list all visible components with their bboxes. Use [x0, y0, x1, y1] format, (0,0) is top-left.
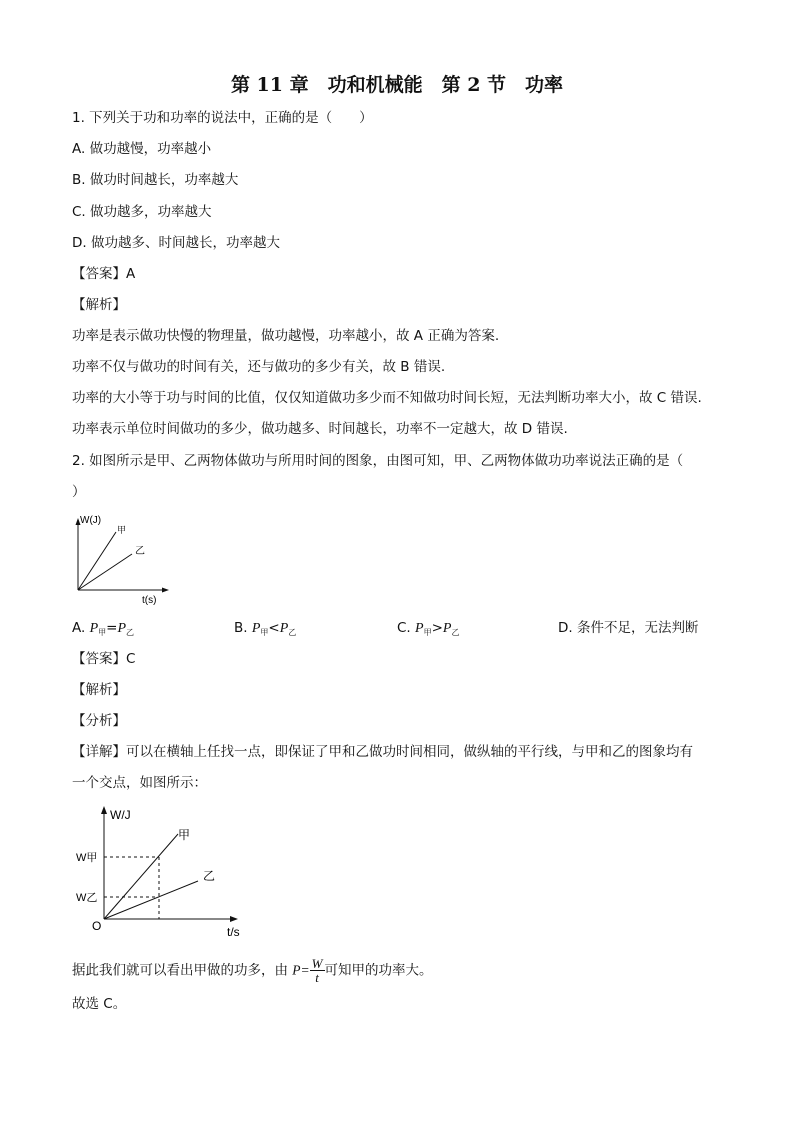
q1-option-d: D. 做功越多、时间越长，功率越大 — [72, 235, 280, 251]
q1-option-b: B. 做功时间越长，功率越大 — [72, 172, 239, 188]
line-jia — [78, 532, 116, 590]
q2-answer: 【答案】C — [72, 651, 136, 667]
w-jia-label: W甲 — [76, 852, 98, 864]
q2-graph-large — [72, 800, 252, 940]
w-yi-label: W乙 — [76, 892, 98, 904]
q2-final: 故选 C。 — [72, 996, 127, 1012]
q1-answer: 【答案】A — [72, 266, 136, 282]
y-axis-label: W(J) — [80, 515, 102, 526]
q1-option-c: C. 做功越多，功率越大 — [72, 204, 212, 220]
line-yi — [78, 554, 132, 590]
q1-explanation-line: 功率的大小等于功与时间的比值，仅仅知道做功多少而不知做功时间长短，无法判断功率大小，故 C 错误. — [72, 390, 702, 406]
q2-detail-line2: 一个交点，如图所示： — [72, 775, 207, 791]
q2-option-d: D. 条件不足，无法判断 — [558, 620, 699, 636]
line-jia — [104, 834, 178, 919]
line-jia-label: 甲 — [178, 828, 191, 842]
q2-analysis-label: 【解析】 — [72, 682, 126, 698]
q2-option-b: B. $P_甲<P_乙$ — [234, 620, 297, 637]
q2-stem-line2: ） — [72, 484, 86, 500]
page-title: 第 11 章 功和机械能 第 2 节 功率 — [230, 74, 564, 96]
formula-fraction: $\frac{W}{t}$ — [311, 956, 323, 985]
q2-analysis-head: 【分析】 — [72, 713, 126, 729]
q2-option-c: C. $P_甲>P_乙$ — [397, 620, 460, 637]
x-axis-arrow — [230, 916, 238, 922]
x-axis-label: t/s — [227, 925, 240, 939]
q2-stem-line1: 2. 如图所示是甲、乙两物体做功与所用时间的图象，由图可知，甲、乙两物体做功功率说法正确的是（ — [72, 453, 684, 469]
x-axis-arrow — [162, 588, 169, 593]
y-axis-label: W/J — [110, 808, 131, 822]
q2-option-a: A. $P_甲=P_乙$ — [72, 620, 135, 637]
q1-explanation-line: 功率表示单位时间做功的多少，做功越多、时间越长，功率不一定越大，故 D 错误. — [72, 421, 568, 437]
line-jia-label: 甲 — [117, 525, 127, 535]
q2-detail-line1: 【详解】可以在横轴上任找一点，即保证了甲和乙做功时间相同，做纵轴的平行线，与甲和乙的图象均有 — [72, 744, 693, 760]
q1-analysis-label: 【解析】 — [72, 297, 126, 313]
line-yi-label: 乙 — [203, 869, 216, 883]
q2-graph-small — [70, 510, 180, 610]
line-yi — [104, 881, 198, 919]
origin-label: O — [92, 919, 102, 933]
x-axis-label: t(s) — [142, 595, 157, 606]
line-yi-label: 乙 — [135, 546, 145, 557]
q1-explanation-line: 功率是表示做功快慢的物理量，做功越慢，功率越小，故 A 正确为答案. — [72, 328, 500, 344]
q1-option-a: A. 做功越慢，功率越小 — [72, 141, 212, 157]
q1-stem: 1. 下列关于功和功率的说法中，正确的是（ ） — [72, 110, 373, 126]
q1-explanation-line: 功率不仅与做功的时间有关，还与做功的多少有关，故 B 错误. — [72, 359, 446, 375]
y-axis-arrow — [101, 806, 107, 814]
q2-conclusion: 据此我们就可以看出甲做的功多，由 P= $\frac{W}{t}$ 可知甲的功率大。 — [72, 956, 433, 985]
